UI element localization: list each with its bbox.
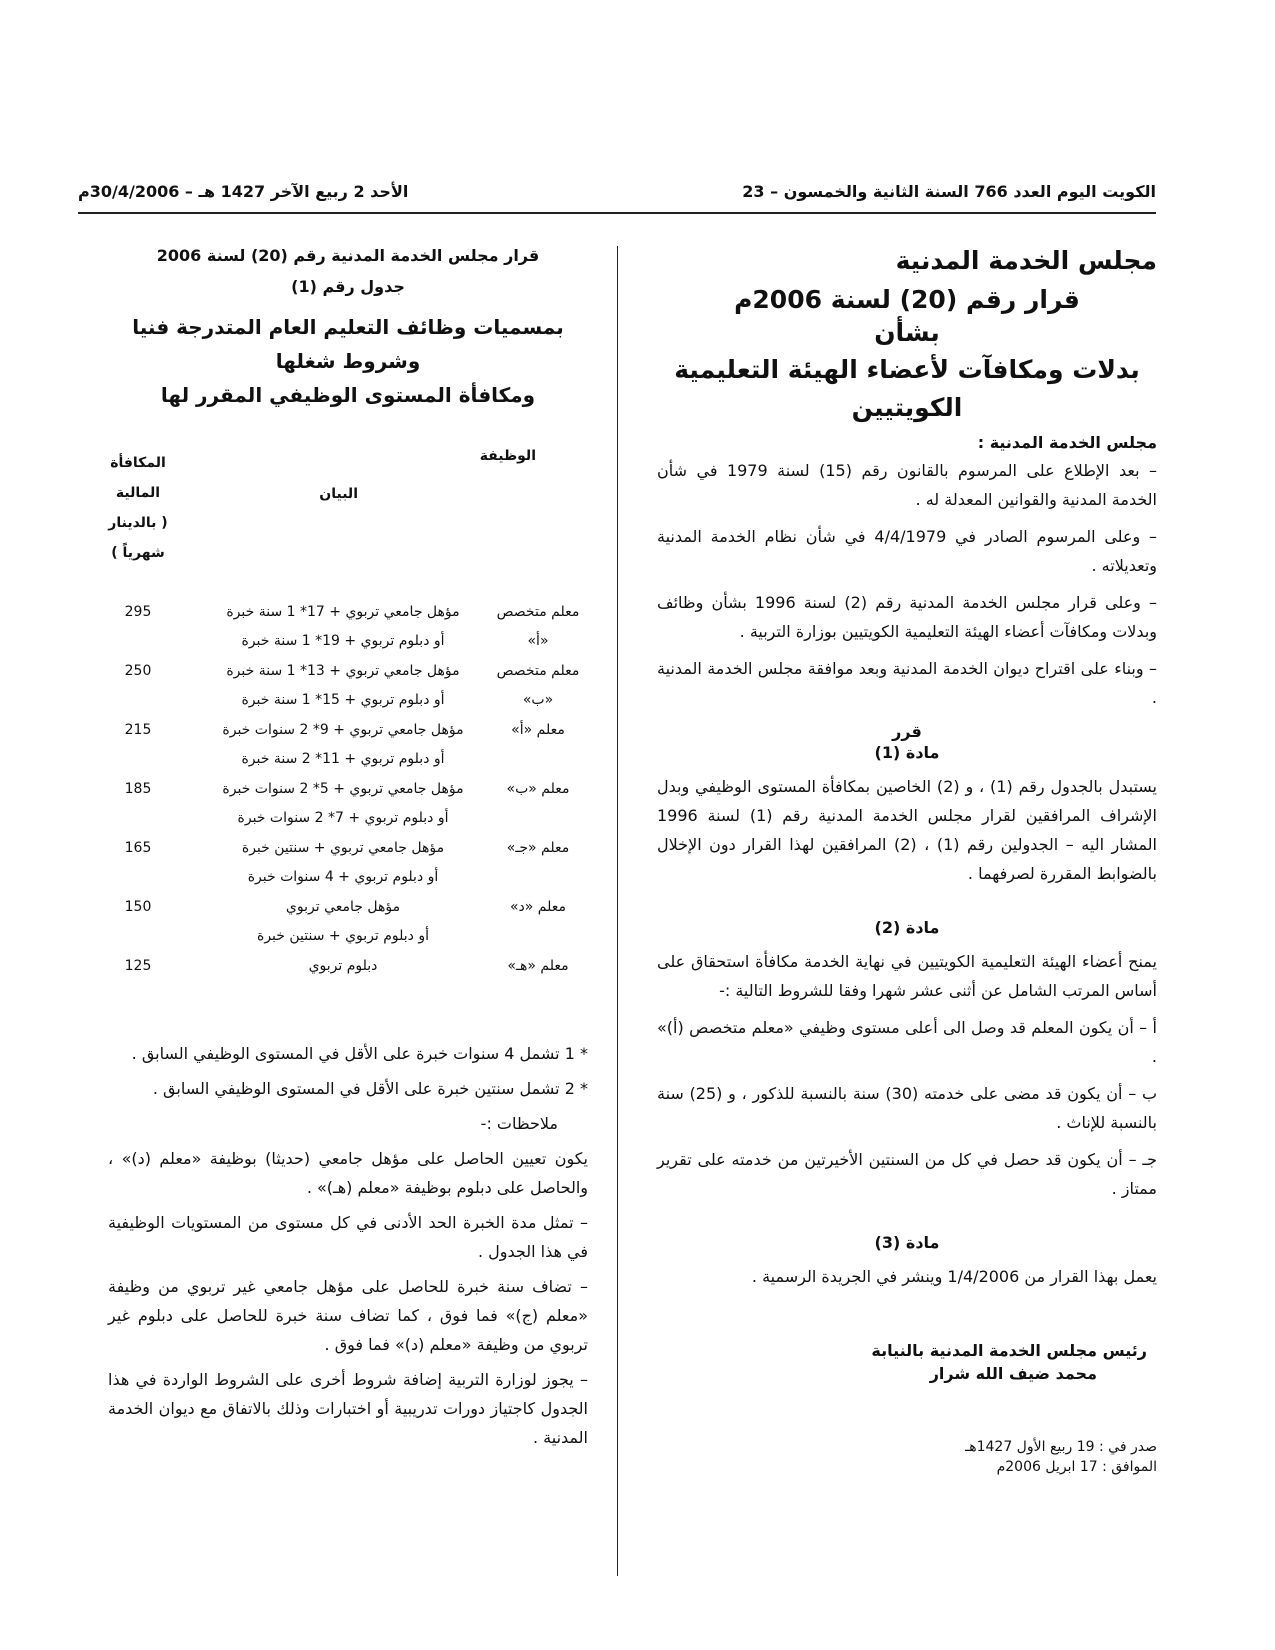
decision-title: قرار رقم (20) لسنة 2006م <box>734 285 1080 314</box>
job-title-line: معلم «د» <box>509 899 567 915</box>
table-row <box>108 598 588 657</box>
requirement-line: أو دبلوم تربوي + 11* 2 سنة خبرة <box>241 751 445 767</box>
job-title <box>488 834 588 863</box>
column-divider <box>617 246 618 1576</box>
article-1-text: يستبدل بالجدول رقم (1) ، و (2) الخاصين بمكافأة المستوى الوظيفي وبدل الإشراف المرافقين لقرار مجلس الخدمة المدنية رقم (1) لسنة 1996 المشار اليه – الجدولين رقم (1) ، (2) المرافقين لهذا القرار دون الإخلال بالضوابط المقررة لصرفهما . <box>657 777 1158 883</box>
table-row <box>108 834 588 893</box>
note-item: يكون تعيين الحاصل على مؤهل جامعي (حديثا) بوظيفة «معلم (د)» ، والحاصل على دبلوم بوظيفة «معلم (هـ)» . <box>108 1149 588 1197</box>
issue-date-hijri: صدر في : 19 ربيع الأول 1427هـ <box>965 1439 1157 1455</box>
notes-label: ملاحظات :- <box>480 1114 558 1133</box>
job-requirements <box>203 716 483 774</box>
article-2-condition: ب – أن يكون قد مضى على خدمته (30) سنة بالنسبة للذكور ، و (25) سنة بالنسبة للإناث . <box>657 1084 1158 1132</box>
note-item: – تمثل مدة الخبرة الحد الأدنى في كل مستوى من المستويات الوظيفية في هذا الجدول . <box>108 1213 588 1261</box>
article-3-text: يعمل بهذا القرار من 1/4/2006 وينشر في الجريدة الرسمية . <box>751 1267 1157 1286</box>
table-header <box>108 448 588 598</box>
signer-name: محمد ضيف الله شرار <box>929 1364 1097 1383</box>
article-2-condition: جـ – أن يكون قد حصل في كل من السنتين الأخيرتين من خدمته على تقرير ممتاز . <box>657 1150 1157 1198</box>
job-requirements <box>203 598 483 656</box>
column-header-reward-line: شهرياً ) <box>111 545 165 561</box>
requirement-line: أو دبلوم تربوي + 15* 1 سنة خبرة <box>241 692 445 708</box>
concerning-label: بشأن <box>874 318 940 347</box>
job-requirements <box>203 893 483 951</box>
note-item: – تضاف سنة خبرة للحاصل على مؤهل جامعي غير تربوي من وظيفة «معلم (ج)» فما فوق ، كما تضاف سنة خبرة للحاصل على دبلوم غير تربوي من وظيفة «معلم (د)» فما فوق . <box>108 1277 588 1354</box>
job-title <box>488 657 588 715</box>
column-header-reward-line: المكافأة <box>110 455 166 471</box>
issue-date: الأحد 2 ربيع الآخر 1427 هـ – 30/4/2006م <box>78 182 409 201</box>
column-header-reward-line: ( بالدينار <box>108 515 168 531</box>
requirement-line: مؤهل جامعي تربوي <box>285 899 401 915</box>
issue-date-gregorian: الموافق : 17 ابريل 2006م <box>996 1459 1157 1475</box>
job-requirements <box>203 952 483 981</box>
column-header-reward <box>108 448 168 568</box>
job-title-line: معلم «ب» <box>506 781 570 797</box>
reward-amount: 295 <box>124 604 152 620</box>
article-1-title: مادة (1) <box>874 743 940 762</box>
council-label: مجلس الخدمة المدنية : <box>977 433 1157 452</box>
job-requirements <box>203 775 483 833</box>
running-header <box>78 178 1156 214</box>
requirement-line: أو دبلوم تربوي + 7* 2 سنوات خبرة <box>237 810 449 826</box>
preamble-paragraph: – وبناء على اقتراح ديوان الخدمة المدنية وبعد موافقة مجلس الخدمة المدنية . <box>657 659 1157 707</box>
requirement-line: مؤهل جامعي تربوي + سنتين خبرة <box>241 840 445 856</box>
table-heading <box>108 310 588 412</box>
preamble-paragraph: – بعد الإطلاع على المرسوم بالقانون رقم (15) لسنة 1979 في شأن الخدمة المدنية والقوانين المعدلة له . <box>657 461 1157 509</box>
job-title-line: «أ» <box>527 633 549 649</box>
requirement-line: مؤهل جامعي تربوي + 5* 2 سنوات خبرة <box>222 781 464 797</box>
job-title-line: معلم «أ» <box>511 722 565 738</box>
job-title-line: معلم متخصص <box>496 604 580 620</box>
table-number: جدول رقم (1) <box>291 277 405 296</box>
notes-block <box>108 1039 588 1452</box>
requirement-line: مؤهل جامعي تربوي + 17* 1 سنة خبرة <box>226 604 460 620</box>
preamble-paragraph: – وعلى المرسوم الصادر في 4/4/1979 في شأن نظام الخدمة المدنية وتعديلاته . <box>657 527 1158 575</box>
table-heading-line: بمسميات وظائف التعليم العام المتدرجة فنيا وشروط شغلها <box>132 315 564 373</box>
table-row <box>108 893 588 952</box>
job-requirements <box>203 834 483 892</box>
reward-amount: 150 <box>124 899 152 915</box>
table-row <box>108 716 588 775</box>
job-title-line: معلم «جـ» <box>506 840 570 856</box>
decided-label: قرر <box>892 722 922 741</box>
schedule-decision-title: قرار مجلس الخدمة المدنية رقم (20) لسنة 2006 <box>156 246 540 265</box>
table-row <box>108 775 588 834</box>
requirement-line: أو دبلوم تربوي + سنتين خبرة <box>256 928 429 944</box>
footnote: * 1 تشمل 4 سنوات خبرة على الأقل في المستوى الوظيفي السابق . <box>131 1044 588 1063</box>
article-2-title: مادة (2) <box>874 918 940 937</box>
note-item: – يجوز لوزارة التربية إضافة شروط أخرى على الشروط الواردة في هذا الجدول كاجتياز دورات تدريبية أو اختبارات وذلك بالاتفاق مع ديوان الخدمة المدنية . <box>108 1370 588 1447</box>
column-header-description: البيان <box>319 486 358 502</box>
requirement-line: مؤهل جامعي تربوي + 13* 1 سنة خبرة <box>226 663 460 679</box>
article-2-condition: أ – أن يكون المعلم قد وصل الى أعلى مستوى وظيفي «معلم متخصص (أ)» . <box>657 1018 1157 1066</box>
issue-info: الكويت اليوم العدد 766 السنة الثانية والخمسون – 23 <box>742 182 1156 201</box>
schedule-column <box>108 246 588 1458</box>
reward-amount: 215 <box>124 722 152 738</box>
job-title <box>488 952 588 981</box>
article-2-text: يمنح أعضاء الهيئة التعليمية الكويتيين في نهاية الخدمة مكافأة استحقاق على أساس المرتب الشامل عن أثنى عشر شهرا وفقا للشروط التالية :- <box>657 952 1157 1000</box>
column-header-job: الوظيفة <box>479 448 536 464</box>
job-title <box>488 716 588 745</box>
job-title-line: «ب» <box>522 692 554 708</box>
preamble-paragraph: – وعلى قرار مجلس الخدمة المدنية رقم (2) لسنة 1996 بشأن وظائف وبدلات ومكافآت أعضاء الهيئة التعليمية الكويتيين بوزارة التربية . <box>657 593 1158 641</box>
signer-title: رئيس مجلس الخدمة المدنية بالنيابة <box>871 1341 1147 1360</box>
table-row <box>108 657 588 716</box>
table-heading-line: ومكافأة المستوى الوظيفي المقرر لها <box>160 383 536 407</box>
agency-title: مجلس الخدمة المدنية <box>895 246 1157 275</box>
column-header-reward-line: المالية <box>115 485 161 501</box>
reward-amount: 165 <box>124 840 152 856</box>
article-3-title: مادة (3) <box>874 1233 940 1252</box>
reward-amount: 125 <box>124 958 152 974</box>
decision-subject: بدلات ومكافآت لأعضاء الهيئة التعليمية الكويتيين <box>674 355 1140 422</box>
job-requirements <box>203 657 483 715</box>
reward-amount: 250 <box>124 663 152 679</box>
job-title-line: معلم متخصص <box>496 663 580 679</box>
job-title <box>488 775 588 804</box>
requirement-line: مؤهل جامعي تربوي + 9* 2 سنوات خبرة <box>222 722 464 738</box>
job-title <box>488 598 588 656</box>
requirement-line: أو دبلوم تربوي + 4 سنوات خبرة <box>247 869 439 885</box>
requirement-line: دبلوم تربوي <box>308 958 378 974</box>
footnote: * 2 تشمل سنتين خبرة على الأقل في المستوى الوظيفي السابق . <box>152 1079 588 1098</box>
reward-amount: 185 <box>124 781 152 797</box>
table-row <box>108 952 588 1011</box>
requirement-line: أو دبلوم تربوي + 19* 1 سنة خبرة <box>241 633 445 649</box>
job-title <box>488 893 588 922</box>
decision-column <box>657 246 1157 1475</box>
job-title-line: معلم «هـ» <box>507 958 569 974</box>
